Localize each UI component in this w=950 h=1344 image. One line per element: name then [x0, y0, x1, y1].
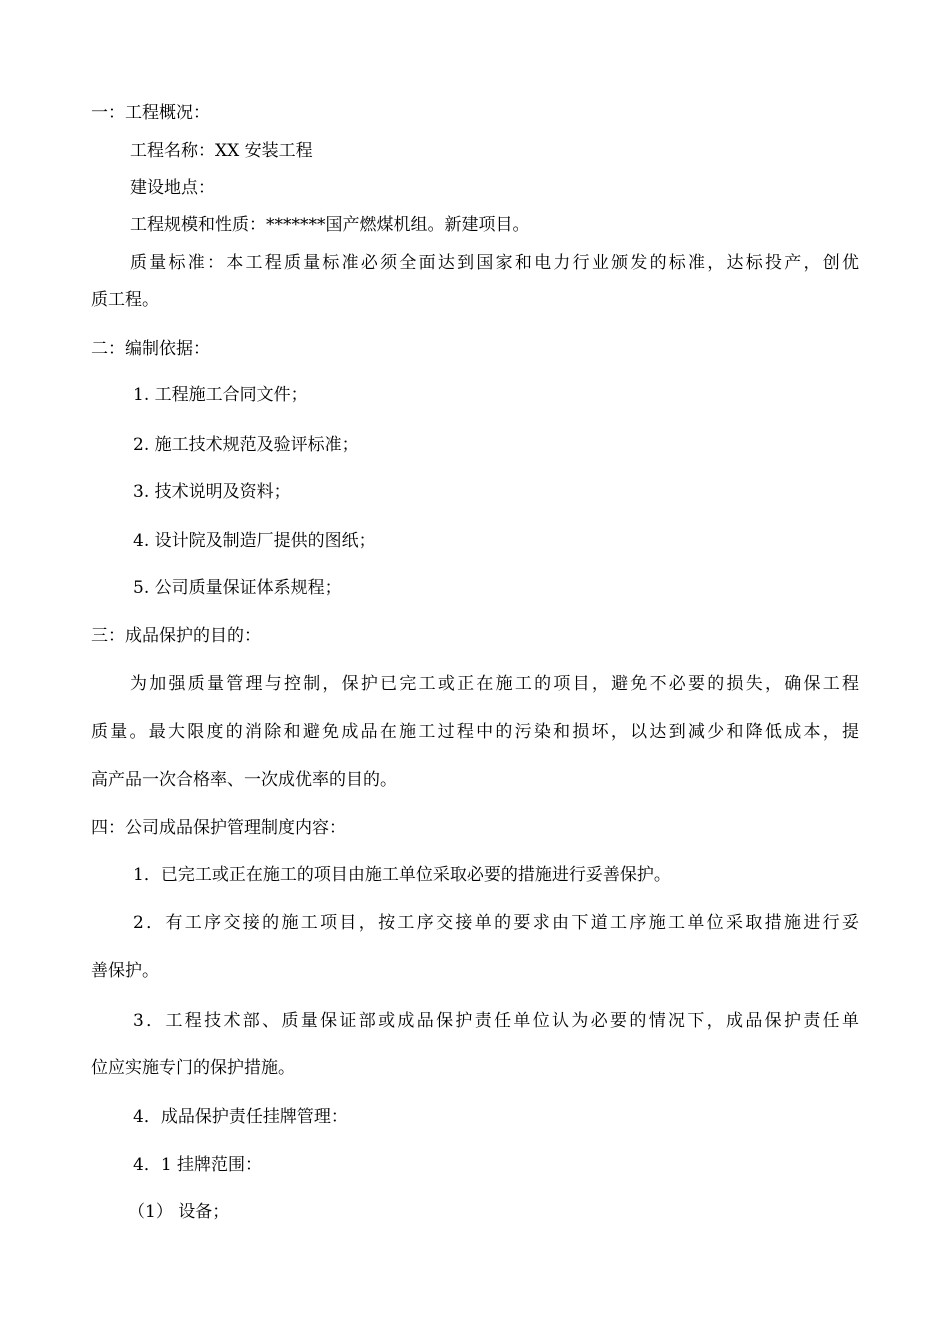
system-item-4: 4．成品保护责任挂牌管理：	[133, 1107, 348, 1127]
section-heading-purpose: 三：成品保护的目的：	[91, 626, 261, 646]
purpose-para-line-3: 高产品一次合格率、一次成优率的目的。	[91, 770, 397, 790]
section-heading-basis: 二：编制依据：	[91, 339, 210, 359]
system-item-2-line-1: 2．有工序交接的施工项目，按工序交接单的要求由下道工序施工单位采取措施进行妥	[133, 913, 859, 933]
system-item-3-line-2: 位应实施专门的保护措施。	[91, 1058, 295, 1078]
section-heading-system: 四：公司成品保护管理制度内容：	[91, 818, 346, 838]
basis-item-4: 4. 设计院及制造厂提供的图纸；	[133, 531, 376, 551]
location-line: 建设地点：	[130, 178, 215, 198]
system-item-4-1: 4．1 挂牌范围：	[133, 1155, 263, 1175]
basis-item-1: 1. 工程施工合同文件；	[133, 385, 308, 405]
section-heading-overview: 一：工程概况：	[91, 103, 210, 123]
system-item-1: 1．已完工或正在施工的项目由施工单位采取必要的措施进行妥善保护。	[133, 865, 671, 885]
scale-line: 工程规模和性质：*******国产燃煤机组。新建项目。	[130, 215, 530, 235]
system-item-3-line-1: 3．工程技术部、质量保证部或成品保护责任单位认为必要的情况下，成品保护责任单	[133, 1011, 859, 1031]
system-item-2-line-2: 善保护。	[91, 961, 159, 981]
quality-standard-line-1: 质量标准：本工程质量标准必须全面达到国家和电力行业颁发的标准，达标投产，创优	[130, 253, 859, 273]
quality-standard-line-2: 质工程。	[91, 290, 159, 310]
basis-item-5: 5. 公司质量保证体系规程；	[133, 578, 342, 598]
basis-item-3: 3. 技术说明及资料；	[133, 482, 291, 502]
project-name-line: 工程名称：XX 安装工程	[130, 141, 313, 161]
purpose-para-line-1: 为加强质量管理与控制，保护已完工或正在施工的项目，避免不必要的损失，确保工程	[130, 674, 859, 694]
purpose-para-line-2: 质量。最大限度的消除和避免成品在施工过程中的污染和损坏，以达到减少和降低成本，提	[91, 722, 859, 742]
system-item-4-1-1: （1） 设备；	[128, 1202, 230, 1222]
basis-item-2: 2. 施工技术规范及验评标准；	[133, 435, 359, 455]
